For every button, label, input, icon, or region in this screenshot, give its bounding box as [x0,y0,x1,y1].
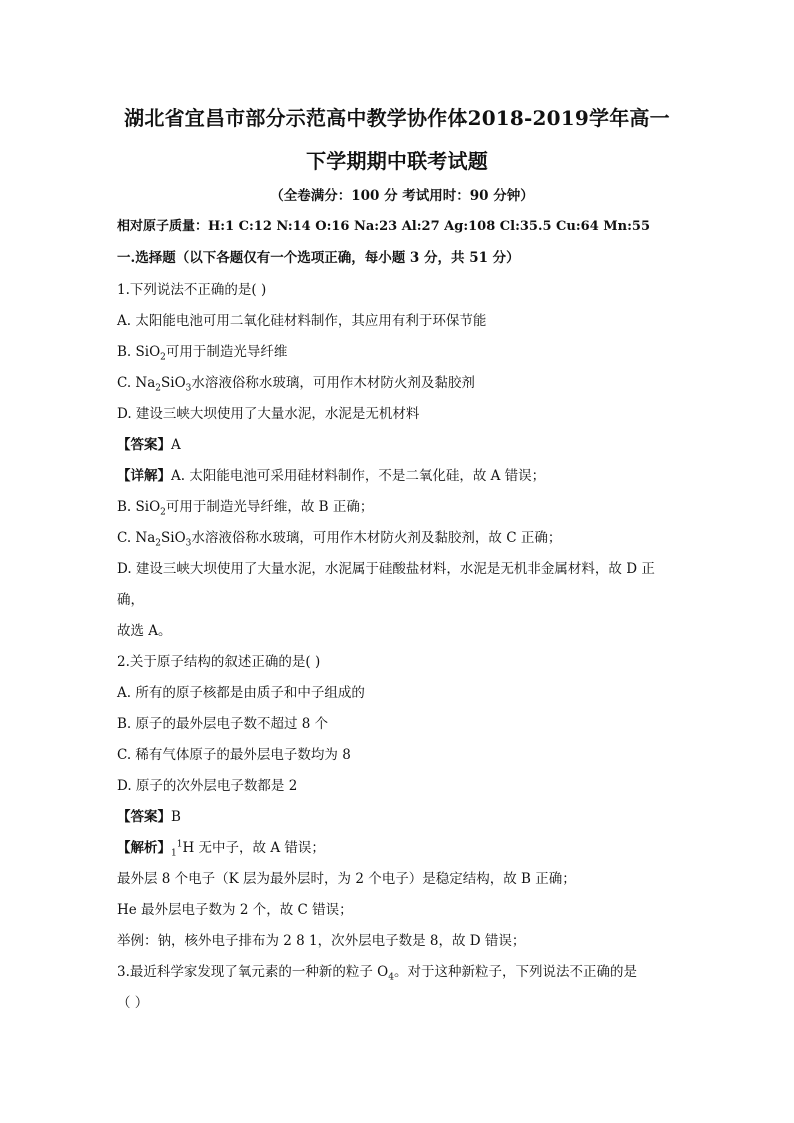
question-1-detail-d-line2: 确， [117,592,144,608]
question-2-option-d: D. 原子的次外层电子数都是 2 [117,778,298,794]
question-2-option-a: A. 所有的原子核都是由质子和中子组成的 [117,685,365,701]
question-1-detail-c: C. $Na_2SiO_3$水溶液俗称水玻璃，可用作木材防火剂及黏胶剂，故 C 正确； [117,530,562,549]
question-3-stem-brackets: （ ） [117,995,149,1011]
question-1-option-b: B. SiO$_2$可用于制造光导纤维 [117,344,288,363]
exam-info: （全卷满分：100 分 考试用时：90 分钟） [270,188,534,204]
question-2-analysis-2: 最外层 8 个电子（K 层为最外层时，为 2 个电子）是稳定结构，故 B 正确； [117,871,576,887]
question-2-option-c: C. 稀有气体原子的最外层电子数均为 8 [117,747,351,763]
question-2-option-b: B. 原子的最外层电子数不超过 8 个 [117,716,329,732]
question-2-analysis-3: He 最外层电子数为 2 个，故 C 错误； [117,902,353,918]
document-title-line1: 湖北省宜昌市部分示范高中教学协作体2018-2019学年高一 [124,106,670,130]
question-1-answer: 【答案】A [117,437,181,453]
document-title-line2: 下学期期中联考试题 [306,149,488,173]
question-1-detail-d-line1: D. 建设三峡大坝使用了大量水泥，水泥属于硅酸盐材料，水泥是无机非金属材料，故 D 正 [117,561,655,577]
question-1-stem: 1.下列说法不正确的是( ) [117,282,267,298]
question-2-analysis-4: 举例：钠，核外电子排布为 2 8 1，次外层电子数是 8，故 D 错误； [117,933,526,949]
question-1-option-a: A. 太阳能电池可用二氧化硅材料制作，其应用有利于环保节能 [117,313,487,329]
question-1-detail-a: 【详解】A. 太阳能电池可采用硅材料制作，不是二氧化硅，故 A 错误； [117,468,546,484]
question-2-answer: 【答案】B [117,809,181,825]
question-2-analysis-1: 【解析】$_1^1$H 无中子，故 A 错误； [117,839,325,859]
atomic-mass-line: 相对原子质量：H:1 C:12 N:14 O:16 Na:23 Al:27 Ag:108 Cl:35.5 Cu:64 Mn:55 [117,219,651,234]
question-1-option-c: C. $Na_2SiO_3$水溶液俗称水玻璃，可用作木材防火剂及黏胶剂 [117,375,475,394]
question-1-conclusion: 故选 A。 [117,623,172,639]
question-2-stem: 2.关于原子结构的叙述正确的是( ) [117,654,321,670]
question-3-stem: 3.最近科学家发现了氧元素的一种新的粒子 $O_4$。对于这种新粒子，下列说法不正确的是 [117,964,637,983]
question-1-option-d: D. 建设三峡大坝使用了大量水泥，水泥是无机材料 [117,406,420,422]
question-1-detail-b: B. SiO$_2$可用于制造光导纤维，故 B 正确； [117,499,374,518]
section-heading: 一.选择题（以下各题仅有一个选项正确，每小题 3 分，共 51 分） [117,250,520,266]
